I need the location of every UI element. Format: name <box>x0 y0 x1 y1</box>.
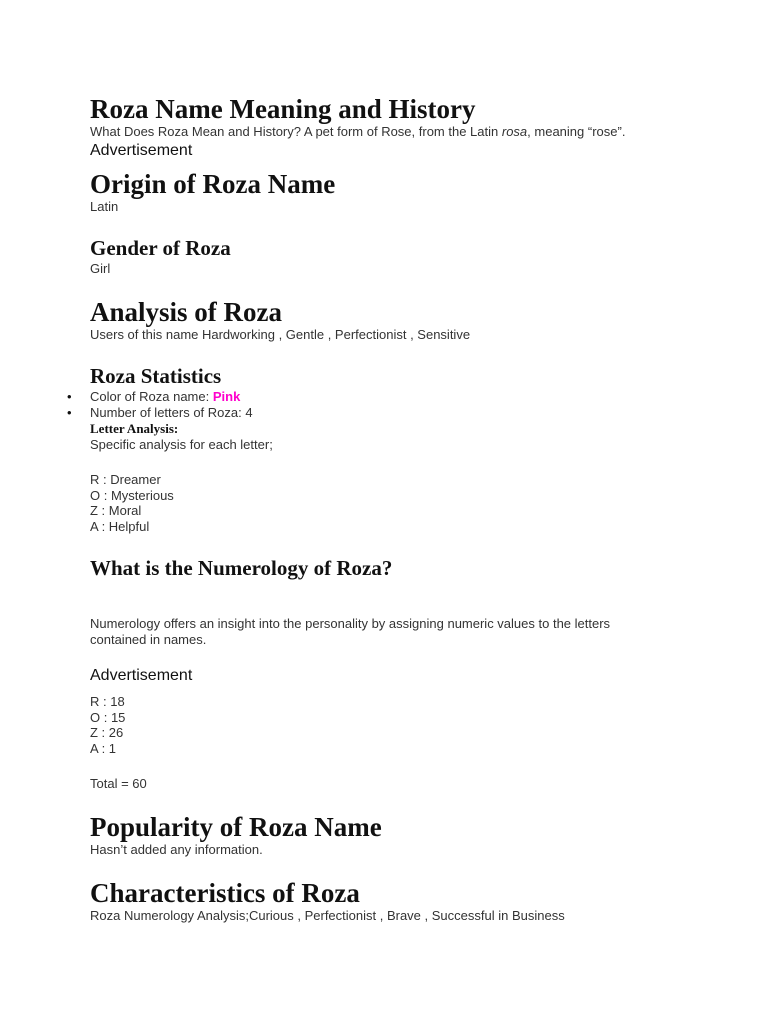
numerology-total: Total = 60 <box>90 776 147 791</box>
letter-analysis-intro: Specific analysis for each letter; <box>90 437 273 452</box>
list-item-color <box>90 389 253 405</box>
numerology-heading: What is the Numerology of Roza? <box>90 556 393 580</box>
letter-analysis-a: A : Helpful <box>90 519 150 534</box>
analysis-text: Users of this name Hardworking , Gentle , Perfectionist , Sensitive <box>90 327 471 342</box>
advertisement-label: Advertisement <box>90 142 193 159</box>
analysis-heading: Analysis of Roza <box>90 297 283 327</box>
statistics-heading: Roza Statistics <box>90 364 222 388</box>
advertisement-label-2: Advertisement <box>90 667 193 684</box>
color-label: Color of Roza name: <box>90 389 213 404</box>
intro-text <box>90 124 625 140</box>
letter-analysis-z: Z : Moral <box>90 503 142 518</box>
popularity-heading: Popularity of Roza Name <box>90 812 382 842</box>
statistics-list <box>90 389 253 421</box>
list-item-letters: • Number of letters of Roza: 4 <box>90 405 253 421</box>
page-title: Roza Name Meaning and History <box>90 94 476 124</box>
numerology-value-o: O : 15 <box>90 710 126 725</box>
origin-heading: Origin of Roza Name <box>90 169 336 199</box>
characteristics-text: Roza Numerology Analysis;Curious , Perfectionist , Brave , Successful in Business <box>90 908 565 923</box>
numerology-text-line2: contained in names. <box>90 632 207 647</box>
gender-heading: Gender of Roza <box>90 236 231 260</box>
characteristics-heading: Characteristics of Roza <box>90 878 360 908</box>
color-value: Pink <box>212 389 241 404</box>
letter-analysis-label: Letter Analysis: <box>90 421 179 436</box>
letter-analysis-o: O : Mysterious <box>90 488 174 503</box>
numerology-value-z: Z : 26 <box>90 725 124 740</box>
letter-analysis-r: R : Dreamer <box>90 472 161 487</box>
gender-text: Girl <box>90 261 111 276</box>
intro-text-end: , meaning “rose”. <box>527 124 626 139</box>
numerology-text-line1: Numerology offers an insight into the personality by assigning numeric values to the letters <box>90 616 611 631</box>
intro-latin-word: rosa <box>501 124 528 139</box>
numerology-value-r: R : 18 <box>90 694 125 709</box>
origin-text: Latin <box>90 199 119 214</box>
intro-text-start: What Does Roza Mean and History? A pet form of Rose, from the Latin <box>90 124 502 139</box>
popularity-text: Hasn’t added any information. <box>90 842 263 857</box>
numerology-value-a: A : 1 <box>90 741 117 756</box>
